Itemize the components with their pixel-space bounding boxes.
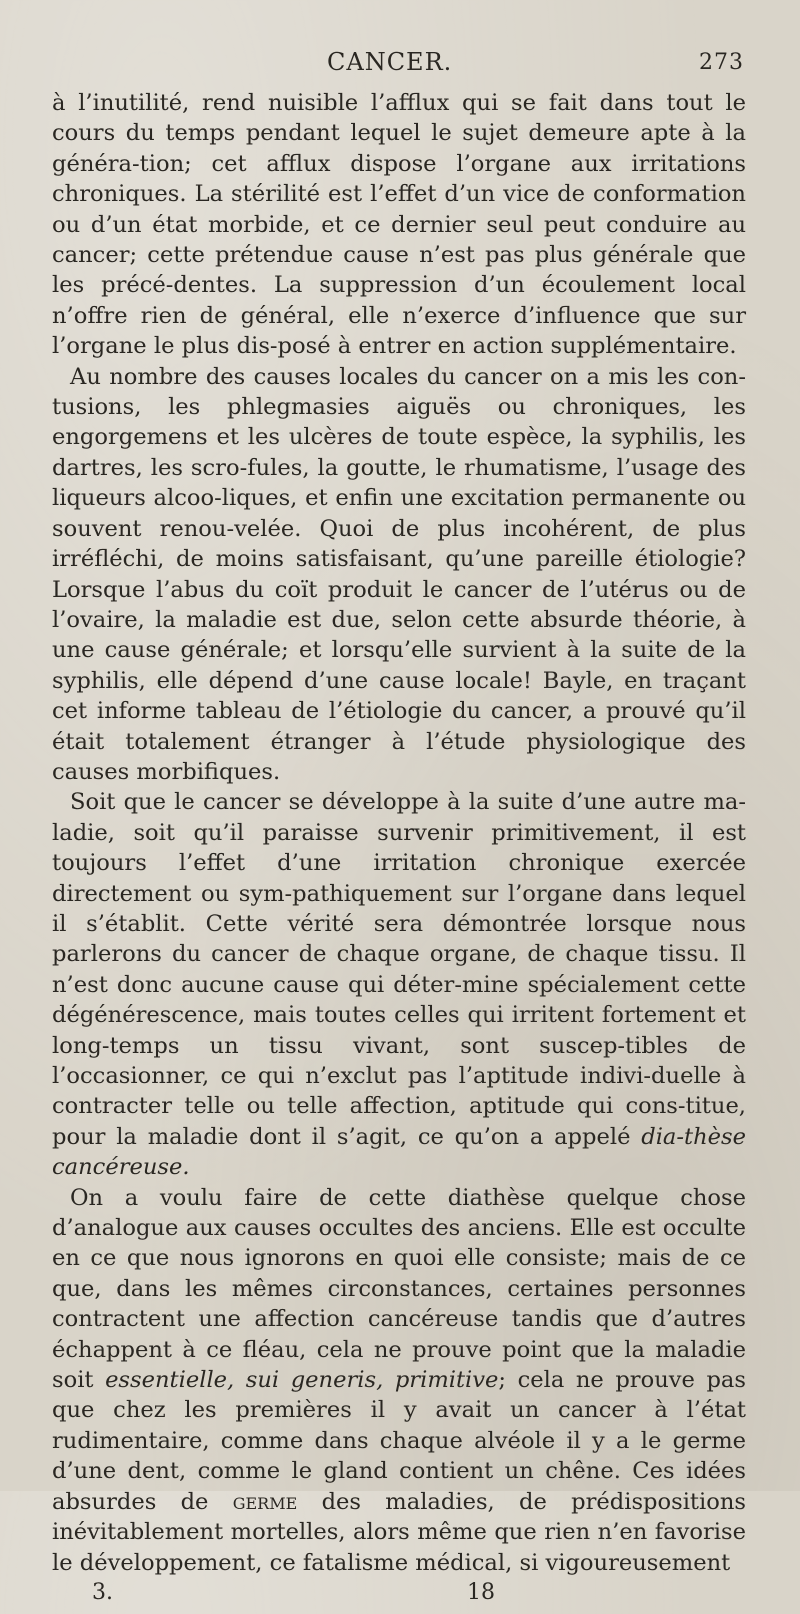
volume-signature: 3. bbox=[92, 1579, 113, 1605]
page-footer bbox=[52, 1580, 746, 1614]
paragraph-3-italic-term: dia-thèse cancéreuse. bbox=[52, 1123, 746, 1181]
paragraph-3 bbox=[52, 787, 746, 1182]
running-title: CANCER. bbox=[327, 48, 453, 76]
paragraph-2: Au nombre des causes locales du cancer on a mis les con-tusions, les phlegmasies aiguës ou chroniques, les engorgemens et les ulcères de toute espèce, la syphilis, les dartres, les scro-fules, la goutte, le rhumatisme, l’usage des liqueurs alcoo-liques, et enfin une excitation permanente ou souvent renou-velée. Quoi de plus incohérent, de plus irréfléchi, de moins satisfaisant, qu’une pareille étiologie? Lorsque l’abus du coït produit le cancer de l’utérus ou de l’ovaire, la maladie est due, selon cette absurde théorie, à une cause générale; et lorsqu’elle survient à la suite de la syphilis, elle dépend d’une cause locale! Bayle, en traçant cet informe tableau de l’étiologie du cancer, a prouvé qu’il était totalement étranger à l’étude physiologique des causes morbifiques. bbox=[52, 363, 746, 785]
running-head bbox=[52, 48, 746, 88]
paragraph-4-smallcaps-term: germe bbox=[232, 1488, 298, 1515]
paragraph-4 bbox=[52, 1183, 746, 1578]
paragraph-3-text: Soit que le cancer se développe à la suite d’une autre ma-ladie, soit qu’il paraisse survenir primitivement, il est toujours l’effet d’une irritation chronique exercée directement ou sym-pathiquement sur l’organe dans lequel il s’établit. Cette vérité sera démontrée lorsque nous parlerons du cancer de chaque organe, de chaque tissu. Il n’est donc aucune cause qui déter-mine spécialement cette dégénérescence, mais toutes celles qui irritent fortement et long-temps un tissu vivant, sont suscep-tibles de l’occasionner, ce qui n’exclut pas l’aptitude indivi-duelle à contracter telle ou telle affection, aptitude qui cons-titue, pour la maladie dont il s’agit, ce qu’on a appelé bbox=[52, 789, 746, 1150]
paragraph-4-segment-5: des maladies, de prédispositions inévitablement mortelles, alors même que rien n’en favorise le développement, ce fatalisme médical, si vigoureusement bbox=[52, 1488, 746, 1576]
paragraph-4-segment-1: On a voulu faire de cette diathèse quelque chose d’analogue aux causes occultes des anciens. Elle est occulte en ce que nous ignorons en quoi elle consiste; mais de ce que, dans les mêmes circonstances, certaines personnes contractent une affection cancéreuse tandis que d’autres échappent à ce fléau, cela ne prouve point que la maladie soit bbox=[52, 1184, 746, 1394]
page-number: 273 bbox=[699, 50, 744, 75]
book-page bbox=[52, 48, 746, 1614]
paragraph-4-italic-terms: essentielle, sui generis, primitive bbox=[105, 1367, 499, 1394]
paragraph-1: à l’inutilité, rend nuisible l’afflux qui se fait dans tout le cours du temps pendant lequel le sujet demeure apte à la généra-tion; cet afflux dispose l’organe aux irritations chroniques. La stérilité est l’effet d’un vice de conformation ou d’un état morbide, et ce dernier seul peut conduire au cancer; cette prétendue cause n’est pas plus générale que les précé-dentes. La suppression d’un écoulement local n’offre rien de général, elle n’exerce d’influence que sur l’organe le plus dis-posé à entrer en action supplémentaire. bbox=[52, 90, 746, 360]
gathering-number: 18 bbox=[467, 1579, 495, 1605]
paragraph-4-segment-3: ; cela ne prouve pas que chez les premières il y avait un cancer à l’état rudimentaire, comme dans chaque alvéole il y a le germe d’une dent, comme le gland contient un chêne. Ces idées absurdes de bbox=[52, 1367, 746, 1515]
body-text bbox=[52, 88, 746, 1578]
